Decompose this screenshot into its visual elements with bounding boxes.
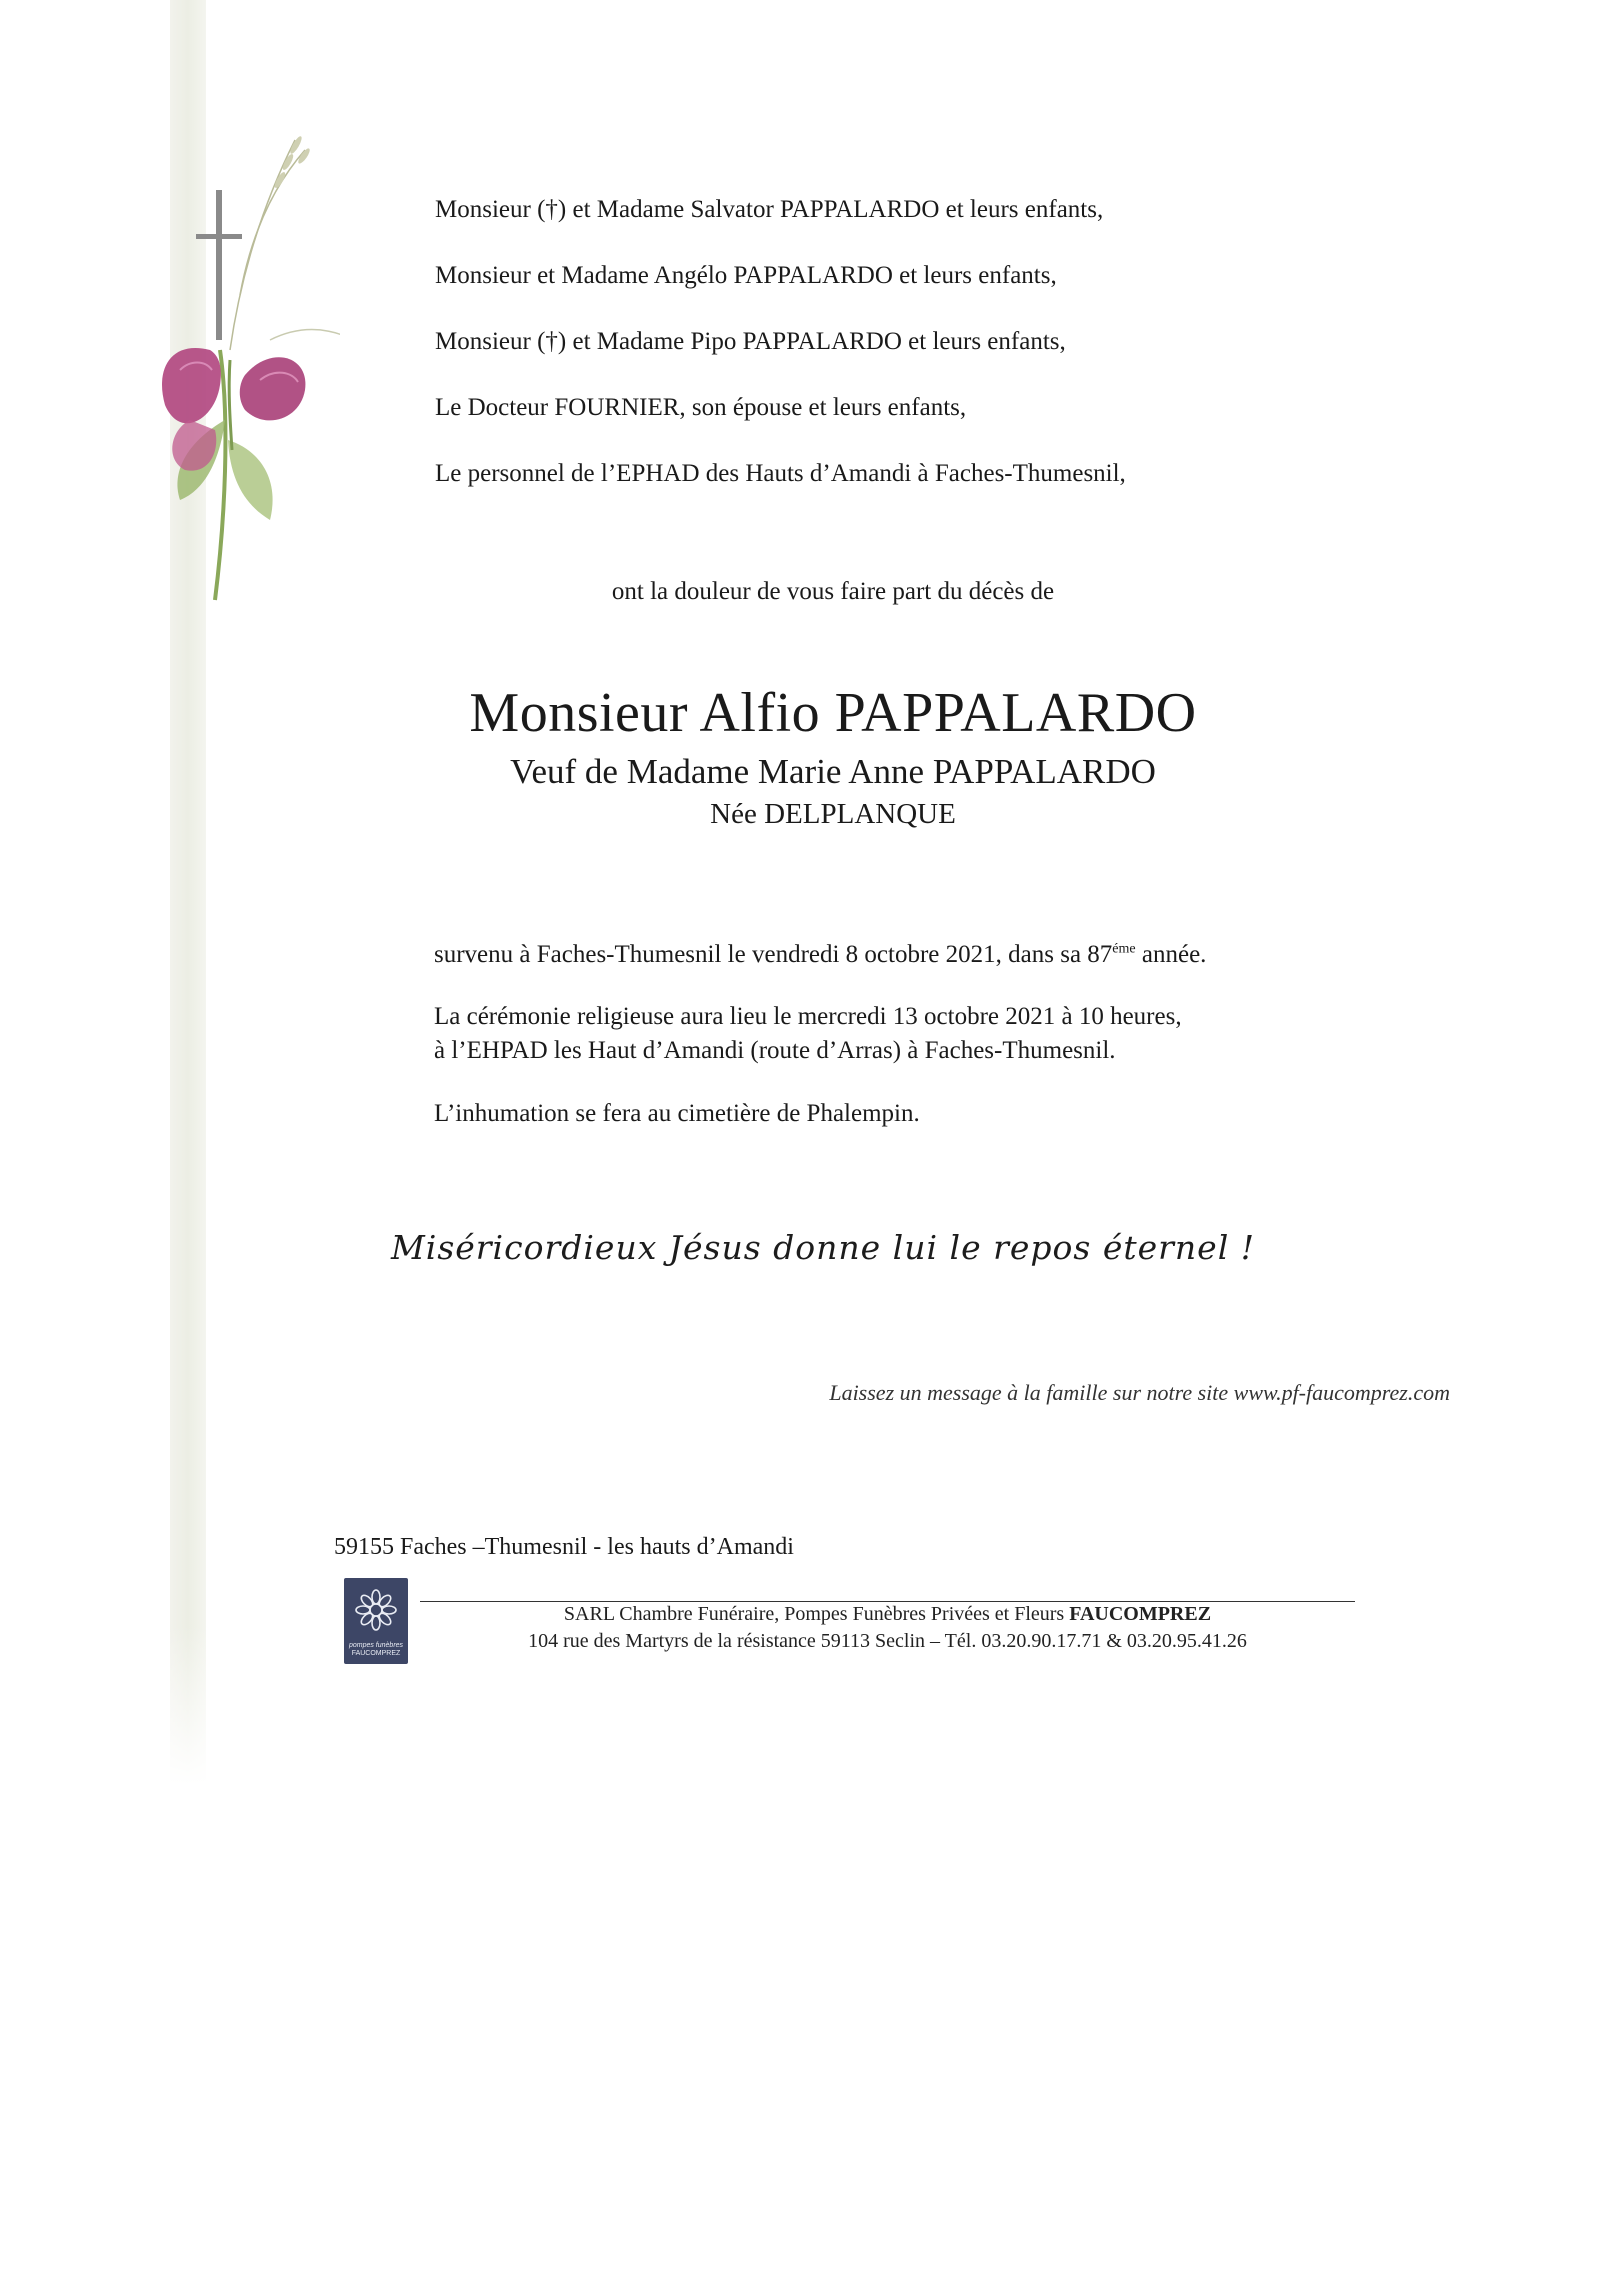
funeral-home-logo	[344, 1578, 408, 1664]
website-message: Laissez un message à la famille sur notre site www.pf-faucomprez.com	[829, 1380, 1450, 1405]
ceremony-details	[434, 1000, 1334, 1068]
company-brand: FAUCOMPREZ	[1069, 1603, 1212, 1625]
family-list	[435, 194, 1315, 524]
burial-details: L’inhumation se fera au cimetière de Phalempin.	[434, 1100, 920, 1127]
logo-caption-line1: pompes funèbres	[348, 1642, 404, 1649]
ceremony-line: La cérémonie religieuse aura lieu le mercredi 13 octobre 2021 à 10 heures,	[434, 1003, 1182, 1030]
prayer-text: Miséricordieux Jésus donne lui le repos éternel !	[390, 1228, 1256, 1267]
company-description: SARL Chambre Funéraire, Pompes Funèbres Privées et Fleurs	[563, 1603, 1070, 1625]
calla-lily-cross-decoration	[120, 120, 340, 620]
family-line: Le Docteur FOURNIER, son épouse et leurs enfants,	[435, 394, 967, 421]
death-details-text: survenu à Faches-Thumesnil le vendredi 8 octobre 2021, dans sa 87	[434, 941, 1113, 968]
family-line: Monsieur (†) et Madame Pipo PAPPALARDO et leurs enfants,	[435, 328, 1066, 355]
wheat-icon	[230, 135, 340, 360]
family-line: Monsieur (†) et Madame Salvator PAPPALARDO et leurs enfants,	[435, 196, 1104, 223]
calla-lily-icon	[162, 348, 305, 600]
deceased-name: Monsieur Alfio PAPPALARDO	[469, 682, 1197, 744]
death-details-suffix: année.	[1135, 941, 1207, 968]
location-address: 59155 Faches –Thumesnil - les hauts d’Amandi	[334, 1534, 794, 1560]
logo-caption	[344, 1642, 408, 1658]
family-line: Le personnel de l’EPHAD des Hauts d’Amandi à Faches-Thumesnil,	[435, 460, 1126, 487]
ordinal-superscript: éme	[1112, 941, 1136, 957]
logo-caption-line2: FAUCOMPREZ	[351, 1650, 401, 1657]
company-address-line: 104 rue des Martyrs de la résistance 59113 Seclin – Tél. 03.20.90.17.71 & 03.20.95.41.26	[528, 1630, 1247, 1652]
family-line: Monsieur et Madame Angélo PAPPALARDO et leurs enfants,	[435, 262, 1057, 289]
widow-line: Veuf de Madame Marie Anne PAPPALARDO	[510, 752, 1156, 791]
death-details	[434, 938, 1334, 972]
maiden-name-line: Née DELPLANQUE	[710, 798, 956, 830]
flower-rosette-icon	[344, 1582, 408, 1642]
ceremony-location-line: à l’EHPAD les Haut d’Amandi (route d’Arras) à Faches-Thumesnil.	[434, 1037, 1116, 1064]
company-name-line	[420, 1603, 1355, 1626]
announcement-text: ont la douleur de vous faire part du décès de	[611, 578, 1055, 605]
footer-divider	[420, 1601, 1355, 1602]
